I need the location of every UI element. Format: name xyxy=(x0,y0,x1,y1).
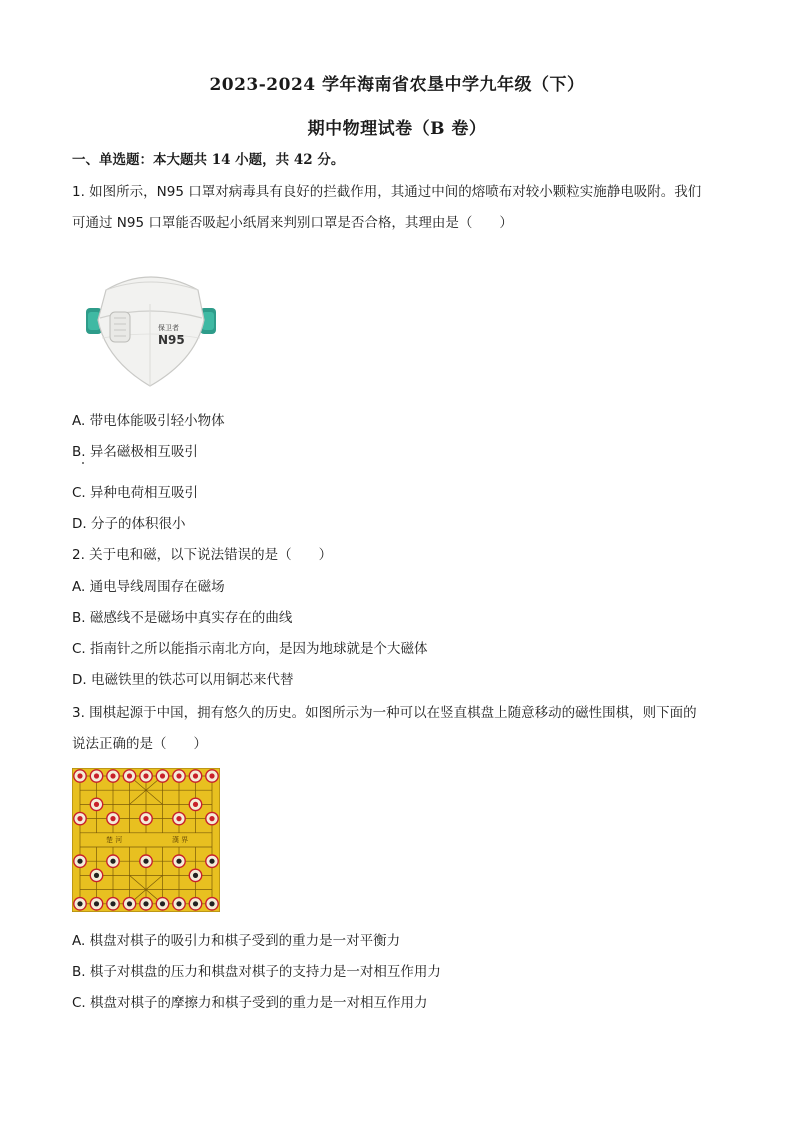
n95-mask-image xyxy=(86,260,216,390)
chess-piece-mark xyxy=(176,773,181,778)
chess-piece-mark xyxy=(143,816,148,821)
chess-piece-mark xyxy=(77,773,82,778)
q3-option-a: A. 棋盘对棋子的吸引力和棋子受到的重力是一对平衡力 xyxy=(72,933,401,949)
q2-option-c: C. 指南针之所以能指示南北方向，是因为地球就是个大磁体 xyxy=(72,641,428,657)
mask-brand-text: 保卫者 xyxy=(158,324,179,332)
chess-piece-mark xyxy=(209,773,214,778)
q1-option-c: C. 异种电荷相互吸引 xyxy=(72,485,199,501)
chess-piece-mark xyxy=(209,859,214,864)
q1-stem-line1: 1. 如图所示，N95 口罩对病毒具有良好的拦截作用，其通过中间的熔喷布对较小颗粒实施静电吸附。我们 xyxy=(72,184,702,200)
stray-dot xyxy=(82,462,84,464)
chess-piece-mark xyxy=(193,901,198,906)
chess-piece-mark xyxy=(160,773,165,778)
q2-option-b: B. 磁感线不是磁场中真实存在的曲线 xyxy=(72,610,293,626)
q1-option-b: B. 异名磁极相互吸引 xyxy=(72,444,198,460)
chess-piece-mark xyxy=(110,859,115,864)
exam-title-line1: 2023-2024 学年海南省农垦中学九年级（下） xyxy=(209,75,585,95)
chess-piece-mark xyxy=(127,773,132,778)
chess-piece-mark xyxy=(209,901,214,906)
chess-piece-mark xyxy=(94,873,99,878)
q3-stem-line2: 说法正确的是（ ） xyxy=(72,736,207,752)
chess-piece-mark xyxy=(143,901,148,906)
chess-piece-mark xyxy=(176,816,181,821)
q2-option-d: D. 电磁铁里的铁芯可以用铜芯来代替 xyxy=(72,672,294,688)
chess-board-image xyxy=(72,768,220,912)
chess-piece-mark xyxy=(193,873,198,878)
chess-piece-mark xyxy=(110,816,115,821)
q1-stem-line2: 可通过 N95 口罩能否吸起小纸屑来判别口罩是否合格，其理由是（ ） xyxy=(72,215,513,231)
river-text-right: 漢 界 xyxy=(172,836,189,844)
q3-option-c: C. 棋盘对棋子的摩擦力和棋子受到的重力是一对相互作用力 xyxy=(72,995,428,1011)
chess-piece-mark xyxy=(127,901,132,906)
chess-piece-mark xyxy=(160,901,165,906)
q3-stem-line1: 3. 围棋起源于中国，拥有悠久的历史。如图所示为一种可以在竖直棋盘上随意移动的磁性围棋，则下面的 xyxy=(72,705,697,721)
q3-option-b: B. 棋子对棋盘的压力和棋盘对棋子的支持力是一对相互作用力 xyxy=(72,964,441,980)
section-heading: 一、单选题：本大题共 14 小题，共 42 分。 xyxy=(72,152,345,168)
chess-piece-mark xyxy=(94,773,99,778)
chess-piece-mark xyxy=(143,773,148,778)
q1-option-a: A. 带电体能吸引轻小物体 xyxy=(72,413,225,429)
chess-piece-mark xyxy=(193,802,198,807)
chess-piece-mark xyxy=(193,773,198,778)
chess-piece-mark xyxy=(143,859,148,864)
exam-title-line2: 期中物理试卷（B 卷） xyxy=(307,119,487,139)
chess-piece-mark xyxy=(77,816,82,821)
chess-piece-mark xyxy=(176,901,181,906)
q2-stem: 2. 关于电和磁，以下说法错误的是（ ） xyxy=(72,547,333,563)
chess-piece-mark xyxy=(176,859,181,864)
chess-piece-mark xyxy=(110,773,115,778)
river-text-left: 楚 河 xyxy=(106,836,123,844)
chess-piece-mark xyxy=(94,802,99,807)
chess-piece-mark xyxy=(94,901,99,906)
chess-piece-mark xyxy=(209,816,214,821)
q1-option-d: D. 分子的体积很小 xyxy=(72,516,186,532)
chess-piece-mark xyxy=(77,901,82,906)
mask-n95-text: N95 xyxy=(158,333,185,347)
chess-piece-mark xyxy=(77,859,82,864)
q2-option-a: A. 通电导线周围存在磁场 xyxy=(72,579,225,595)
chess-piece-mark xyxy=(110,901,115,906)
